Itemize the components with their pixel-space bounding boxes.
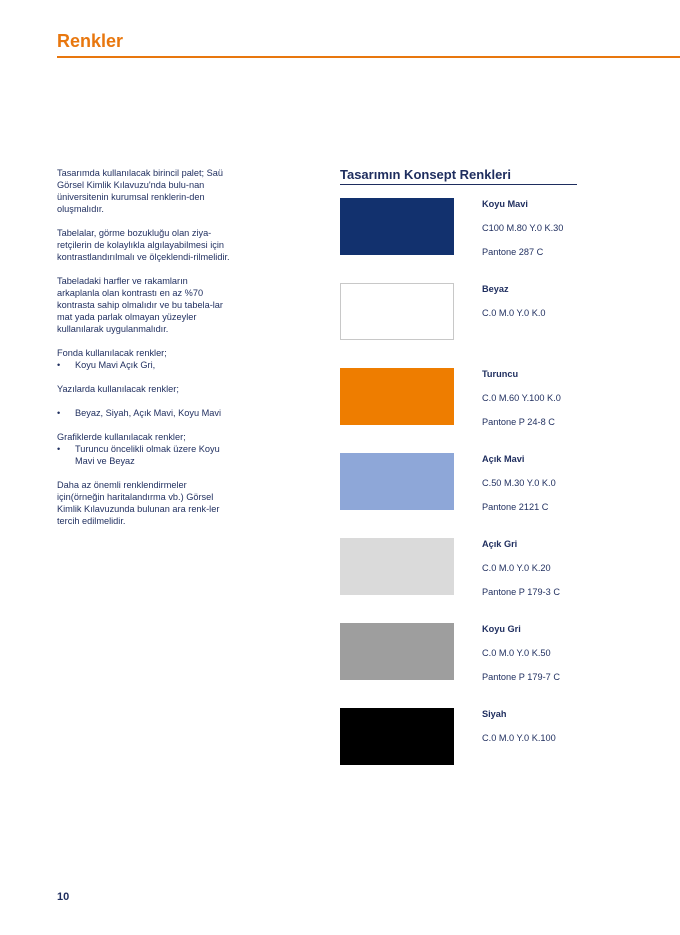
color-cmyk: C.0 M.0 Y.0 K.20 [482, 563, 551, 573]
bullet: • [57, 360, 61, 370]
color-pantone: Pantone P 179-7 C [482, 672, 560, 682]
color-cmyk: C100 M.80 Y.0 K.30 [482, 223, 564, 233]
graphics-colors-heading: Grafiklerde kullanılacak renkler; [57, 432, 186, 442]
list-item [57, 407, 232, 419]
list-item-text: Koyu Mavi Açık Gri, [75, 360, 156, 370]
color-swatch-info [482, 708, 642, 744]
color-cmyk: C.0 M.0 Y.0 K.100 [482, 733, 556, 743]
color-swatch [340, 198, 454, 255]
text-colors-list [57, 407, 232, 419]
bullet: • [57, 408, 61, 418]
color-name: Açık Mavi [482, 454, 525, 464]
color-swatch-row [340, 283, 640, 343]
color-swatch [340, 368, 454, 425]
color-swatch-info [482, 453, 642, 513]
color-swatch-info [482, 283, 642, 319]
color-swatch-info [482, 368, 642, 428]
background-colors-heading: Fonda kullanılacak renkler; [57, 348, 167, 358]
color-cmyk: C.0 M.0 Y.0 K.0 [482, 308, 546, 318]
color-name: Turuncu [482, 369, 519, 379]
color-pantone: Pantone 2121 C [482, 502, 549, 512]
color-swatch-row [340, 198, 640, 258]
color-name: Beyaz [482, 284, 509, 294]
intro-paragraph-1: Tasarımda kullanılacak birincil palet; Saü Görsel Kimlik Kılavuzu'nda bulu-nan üniversitenin kurumsal renklerin-den oluşmalıdır. [57, 168, 223, 214]
intro-paragraph-3: Tabeladaki harfler ve rakamların arkaplanla olan kontrastı en az %70 kontrasta sahip olmalıdır ve bu tabela-lar mat yada parlak olmayan yüzeyler kullanılarak uygulanmalıdır. [57, 276, 223, 334]
list-item-text: Beyaz, Siyah, Açık Mavi, Koyu Mavi [75, 408, 222, 418]
concept-colors-title: Tasarımın Konsept Renkleri [340, 167, 511, 182]
color-swatch-row [340, 453, 640, 513]
color-swatch-row [340, 368, 640, 428]
bullet: • [57, 444, 61, 454]
intro-paragraph-4: Daha az önemli renklendirmeler için(örneğin haritalandırma vb.) Görsel Kimlik Kılavuzunda bulunan ara renk-ler tercih edilmelidir. [57, 480, 220, 526]
list-item-text: Turuncu öncelikli olmak üzere Koyu Mavi ve Beyaz [75, 444, 220, 466]
title-divider [57, 56, 680, 58]
color-cmyk: C.50 M.30 Y.0 K.0 [482, 478, 556, 488]
color-swatch [340, 283, 454, 340]
color-swatch [340, 623, 454, 680]
color-name: Açık Gri [482, 539, 518, 549]
concept-colors-divider [340, 184, 577, 185]
page-title: Renkler [57, 31, 124, 51]
color-swatch [340, 453, 454, 510]
color-pantone: Pantone P 179-3 C [482, 587, 560, 597]
color-swatch-row [340, 538, 640, 598]
text-colors-heading: Yazılarda kullanılacak renkler; [57, 384, 179, 394]
color-swatch-info [482, 538, 642, 598]
color-swatch [340, 538, 454, 595]
list-item [57, 443, 232, 467]
color-swatch-row [340, 623, 640, 683]
intro-paragraph-2: Tabelalar, görme bozukluğu olan ziya-retçilerin de kolaylıkla algılayabilmesi için kontrastlandırılmalı ve ölçeklendi-rilmelidir. [57, 228, 230, 262]
color-swatch [340, 708, 454, 765]
color-pantone: Pantone P 24-8 C [482, 417, 555, 427]
list-item [57, 359, 232, 371]
color-pantone: Pantone 287 C [482, 247, 544, 257]
color-name: Koyu Mavi [482, 199, 528, 209]
intro-text [57, 167, 232, 539]
graphics-colors-list [57, 443, 232, 467]
color-cmyk: C.0 M.0 Y.0 K.50 [482, 648, 551, 658]
color-swatch-info [482, 623, 642, 683]
color-cmyk: C.0 M.60 Y.100 K.0 [482, 393, 561, 403]
color-name: Siyah [482, 709, 507, 719]
color-name: Koyu Gri [482, 624, 521, 634]
color-swatch-row [340, 708, 640, 768]
page-number: 10 [57, 891, 70, 903]
color-swatch-info [482, 198, 642, 258]
background-colors-list [57, 359, 232, 371]
